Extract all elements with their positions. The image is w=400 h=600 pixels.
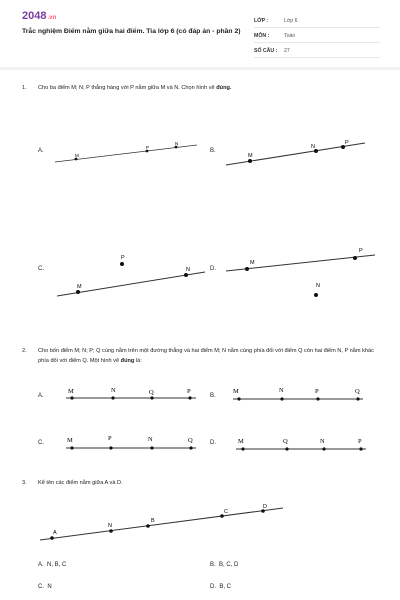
q3-answer-c[interactable]: C. N (38, 584, 52, 590)
question-number: 1. (22, 85, 27, 91)
question-number: 2. (22, 348, 27, 354)
question-text: Cho ba điểm M; N; P thẳng hàng với P nằm giữa M và N. Chọn hình vẽ đúng. (38, 85, 232, 91)
q1-option-d[interactable]: D. (210, 266, 216, 272)
label-p: P (315, 388, 319, 395)
label-n: N (186, 267, 190, 273)
label-m: M (68, 388, 74, 395)
label-n: N (148, 436, 153, 443)
label-m: M (75, 153, 79, 158)
label-m: M (250, 260, 255, 266)
question-text: Cho bốn điểm M; N; P; Q cùng nằm trên một đường thẳng và hai điểm M; N nằm cùng phía đối với điểm Q còn hai điểm N, P nằm khác phía đối với điểm Q. Một hình vẽ đúng là: (38, 348, 374, 364)
label-q: Q (149, 389, 154, 396)
label-p: P (345, 140, 349, 146)
meta-class: LỚP : Lớp 6 (254, 14, 380, 28)
q1-option-b[interactable]: B. (210, 148, 216, 154)
label-m: M (248, 153, 253, 159)
label-n: N (320, 438, 325, 445)
label-m: M (67, 437, 73, 444)
label-q: Q (283, 438, 288, 445)
meta-question-count: SỐ CÂU : 27 (254, 44, 380, 58)
q2-option-a[interactable]: A. (38, 393, 44, 399)
label-a: A (53, 530, 57, 536)
meta-subject: MÔN : Toán (254, 29, 380, 43)
label-p: P (187, 388, 191, 395)
label-p: P (358, 438, 362, 445)
q2-option-c[interactable]: C. (38, 440, 44, 446)
site-logo[interactable]: 2048.vn (22, 10, 57, 22)
label-p: P (146, 145, 150, 150)
question-number: 3. (22, 480, 27, 486)
label-n: N (311, 144, 315, 150)
label-m: M (233, 388, 239, 395)
label-p: P (121, 255, 125, 261)
label-n: N (279, 387, 284, 394)
label-d: D (263, 504, 267, 510)
label-b: B (151, 518, 155, 524)
label-n: N (111, 387, 116, 394)
q2-option-b[interactable]: B. (210, 393, 216, 399)
q2-option-d[interactable]: D. (210, 440, 216, 446)
label-n: N (175, 141, 179, 146)
label-m: M (77, 284, 82, 290)
q1-option-c[interactable]: C. (38, 266, 44, 272)
q1-option-a[interactable]: A. (38, 148, 44, 154)
q3-answer-b[interactable]: B. B, C, D (210, 562, 239, 568)
label-n: N (316, 283, 320, 289)
label-c: C (224, 509, 228, 515)
question-text: Kể tên các điểm nằm giữa A và D. (38, 480, 123, 486)
label-q: Q (188, 437, 193, 444)
page-title: Trắc nghiệm Điểm nằm giữa hai điểm. Tia lớp 6 (có đáp án - phần 2) (22, 28, 241, 35)
label-p: P (108, 435, 112, 442)
label-m: M (238, 438, 244, 445)
label-p: P (359, 248, 363, 254)
q3-answer-d[interactable]: D. B, C (210, 584, 232, 590)
q3-answer-a[interactable]: A. N, B, C (38, 562, 67, 568)
label-n: N (108, 523, 112, 529)
label-q: Q (355, 388, 360, 395)
